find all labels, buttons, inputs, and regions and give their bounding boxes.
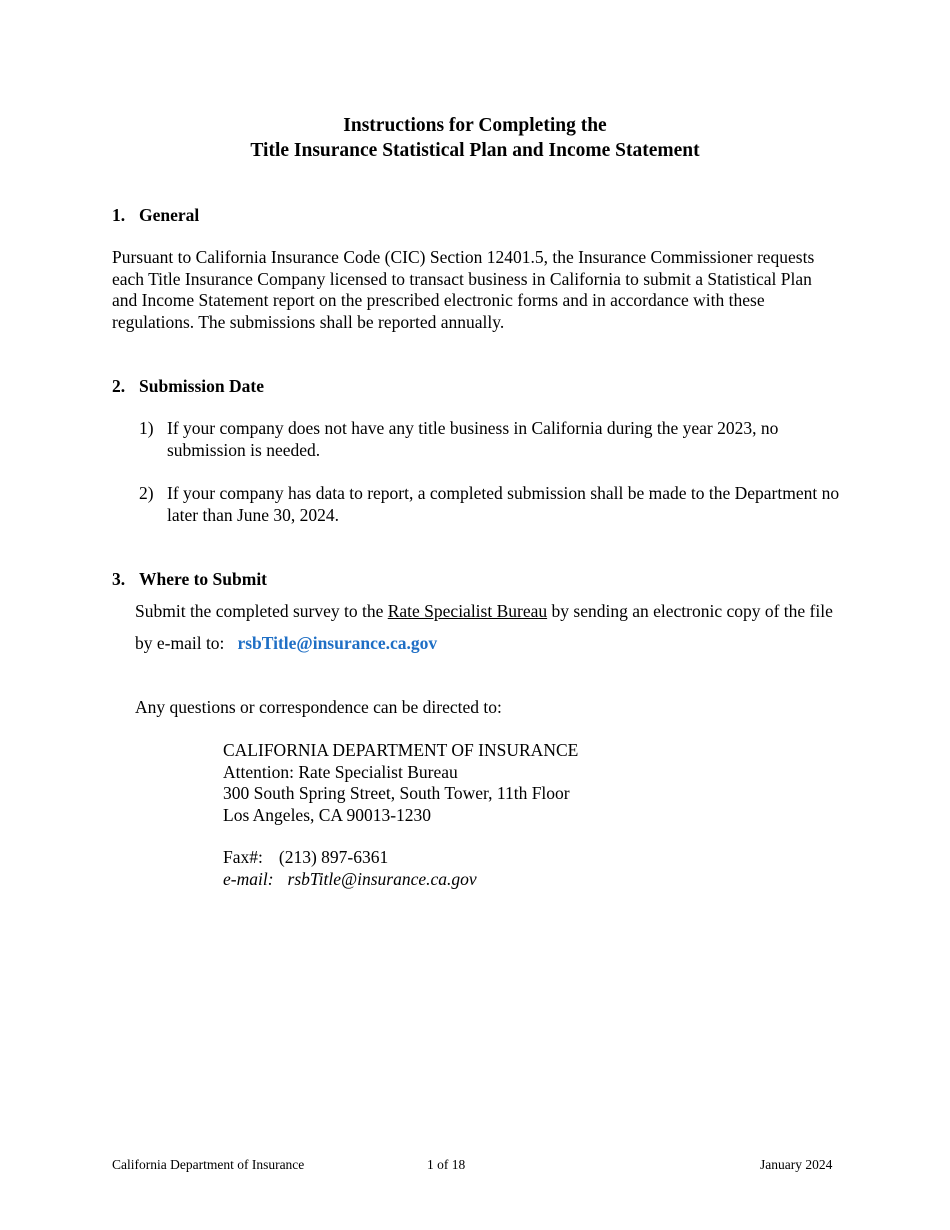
- list-item-line: later than June 30, 2024.: [167, 504, 340, 525]
- email-label: by e-mail to:: [135, 633, 225, 653]
- section-1-line: Pursuant to California Insurance Code (CIC) Section 12401.5, the Insurance Commissioner requests: [112, 247, 815, 267]
- fax-number: (213) 897-6361: [278, 847, 389, 867]
- questions-text: Any questions or correspondence can be directed to:: [135, 697, 502, 717]
- fax-label: Fax#:: [223, 847, 263, 867]
- email-line: [135, 633, 437, 654]
- address-line: Los Angeles, CA 90013-1230: [223, 804, 432, 825]
- section-2-number: 2.: [112, 376, 126, 396]
- section-1-paragraph: [112, 247, 814, 333]
- list-item-marker: 1): [139, 418, 154, 438]
- list-item-line: submission is needed.: [167, 439, 321, 460]
- address-line: CALIFORNIA DEPARTMENT OF INSURANCE: [223, 740, 579, 760]
- section-3-number: 3.: [112, 569, 126, 589]
- submit-text-pre: Submit the completed survey to the: [135, 601, 388, 621]
- section-1-line: regulations. The submissions shall be reported annually.: [112, 311, 505, 332]
- page-number: 1 of 18: [427, 1157, 466, 1172]
- document-title-line-2: Title Insurance Statistical Plan and Income Statement: [250, 140, 700, 161]
- submission-email-link[interactable]: rsbTitle@insurance.ca.gov: [237, 633, 438, 653]
- submit-instructions: [135, 601, 833, 622]
- section-2-heading: [112, 376, 264, 397]
- address-line: Attention: Rate Specialist Bureau: [223, 761, 458, 782]
- list-item-text: [167, 483, 839, 526]
- contact-email[interactable]: rsbTitle@insurance.ca.gov: [287, 869, 477, 889]
- address-line: 300 South Spring Street, South Tower, 11th Floor: [223, 783, 570, 803]
- submit-text-post: by sending an electronic copy of the file: [547, 601, 833, 621]
- section-2-title: Submission Date: [139, 376, 264, 396]
- list-item-text: [167, 418, 778, 461]
- section-3-title: Where to Submit: [139, 569, 268, 589]
- section-1-title: General: [139, 205, 200, 225]
- list-item-line: If your company does not have any title business in California during the year 2023, no: [167, 418, 779, 438]
- footer-date: January 2024: [760, 1157, 833, 1172]
- mailing-address: [223, 740, 578, 826]
- list-item-marker: 2): [139, 483, 154, 503]
- document-title-line-1: Instructions for Completing the: [343, 115, 607, 136]
- section-3-heading: [112, 569, 267, 590]
- contact-email-label: e-mail:: [223, 869, 274, 889]
- section-1-number: 1.: [112, 205, 126, 225]
- section-1-line: each Title Insurance Company licensed to transact business in California to submit a Statistical Plan: [112, 268, 812, 289]
- rate-specialist-bureau-link[interactable]: Rate Specialist Bureau: [387, 601, 548, 621]
- contact-email-line: [223, 869, 477, 890]
- section-1-heading: [112, 205, 199, 226]
- footer-left: California Department of Insurance: [112, 1157, 305, 1172]
- section-1-line: and Income Statement report on the prescribed electronic forms and in accordance with these: [112, 290, 765, 310]
- fax-line: [223, 847, 388, 868]
- list-item-line: If your company has data to report, a completed submission shall be made to the Department no: [167, 483, 840, 503]
